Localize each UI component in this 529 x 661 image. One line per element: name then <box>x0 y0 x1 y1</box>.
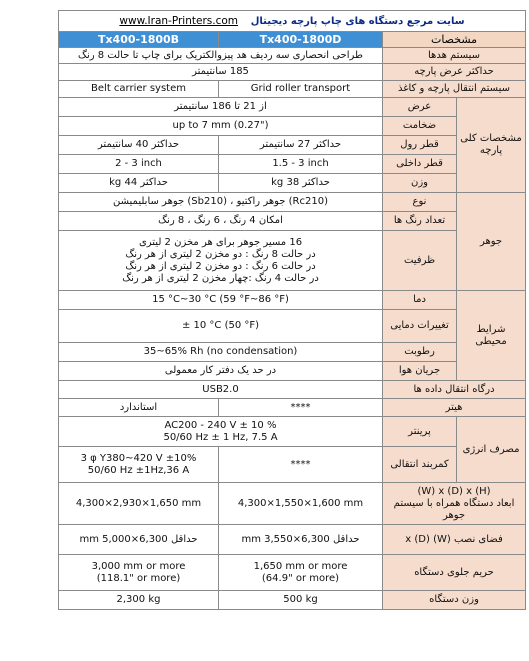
head-system-value: طراحی انحصاری سه ردیف هد پیزوالکتریک برای چاپ تا حالت 8 رنگ <box>59 48 383 64</box>
ink-capacity-line-3: در حالت 6 رنگ : دو مخزن 2 لیتری از هر رنگ <box>125 260 316 272</box>
row-ink-capacity <box>59 231 526 291</box>
fabric-width-value: از 21 تا 186 سانتیمتر <box>59 98 383 117</box>
env-airflow-label: جریان هوا <box>383 362 457 381</box>
ink-capacity-line-2: در حالت 8 رنگ : دو مخزن 2 لیتری از هر رنگ <box>125 248 316 260</box>
inner-dia-a: 1.5 - 3 inch <box>219 155 383 174</box>
heater-b: استاندارد <box>59 399 219 417</box>
dimensions-label-line-1: (W) x (D) x (H) <box>417 485 491 497</box>
inner-dia-b: 2 - 3 inch <box>59 155 219 174</box>
row-fabric-weight <box>59 174 526 193</box>
machine-weight-label: وزن دستگاه <box>383 591 526 610</box>
install-space-a: حداقل 6,300×3,550 mm <box>219 525 383 555</box>
row-data-port <box>59 381 526 399</box>
ink-colors-value: امکان 4 رنگ ، 6 رنگ ، 8 رنگ <box>59 212 383 231</box>
front-clearance-a <box>219 555 383 591</box>
transport-label: سیستم انتقال پارچه و کاغذ <box>383 81 526 98</box>
power-conveyor-b-line-1: 3 φ Y380~420 V ±10% <box>80 452 197 464</box>
dimensions-a: 4,300×1,550×1,600 mm <box>219 483 383 525</box>
row-inner-dia <box>59 155 526 174</box>
row-front-clearance <box>59 555 526 591</box>
site-title: سایت مرجع دستگاه های چاپ پارچه دیجیتال <box>250 15 465 27</box>
ink-capacity-label: ظرفیت <box>383 231 457 291</box>
site-url-link[interactable]: www.Iran-Printers.com <box>119 14 238 27</box>
fabric-group-label: مشخصات کلی پارچه <box>457 98 526 193</box>
power-conveyor-label: کمربند انتقالی <box>383 447 457 483</box>
data-port-value: USB2.0 <box>59 381 383 399</box>
spec-table-wrapper <box>58 10 525 610</box>
row-max-width <box>59 64 526 81</box>
env-humidity-label: رطوبت <box>383 343 457 362</box>
env-temp-value: 15 °C~30 °C (59 °F~86 °F) <box>59 291 383 310</box>
ink-capacity-value <box>59 231 383 291</box>
fabric-thickness-label: ضخامت <box>383 117 457 136</box>
row-ink-colors <box>59 212 526 231</box>
roll-dia-a: حداکثر 27 سانتیمتر <box>219 136 383 155</box>
row-env-airflow <box>59 362 526 381</box>
power-conveyor-b <box>59 447 219 483</box>
row-power-conveyor <box>59 447 526 483</box>
fabric-weight-label: وزن <box>383 174 457 193</box>
power-printer-label: پرینتر <box>383 417 457 447</box>
dimensions-label-line-2: ابعاد دستگاه همراه با سیستم جوهر <box>393 497 515 521</box>
power-group-label: مصرف انرژی <box>457 417 526 483</box>
front-clearance-b <box>59 555 219 591</box>
ink-type-label: نوع <box>383 193 457 212</box>
row-ink-type <box>59 193 526 212</box>
roll-dia-label: قطر رول <box>383 136 457 155</box>
row-head-system <box>59 48 526 64</box>
env-airflow-value: در حد یک دفتر کار معمولی <box>59 362 383 381</box>
transport-a: Grid roller transport <box>219 81 383 98</box>
machine-weight-b: 2,300 kg <box>59 591 219 610</box>
ink-capacity-line-1: 16 مسیر جوهر برای هر مخزن 2 لیتری <box>138 236 303 248</box>
transport-b: Belt carrier system <box>59 81 219 98</box>
row-transport <box>59 81 526 98</box>
dimensions-b: 4,300×2,930×1,650 mm <box>59 483 219 525</box>
machine-weight-a: 500 kg <box>219 591 383 610</box>
front-clearance-label: حریم جلوی دستگاه <box>383 555 526 591</box>
row-env-humidity <box>59 343 526 362</box>
row-env-temp-change <box>59 310 526 343</box>
head-system-label: سیستم هدها <box>383 48 526 64</box>
ink-capacity-line-4: در حالت 4 رنگ :چهار مخزن 2 لیتری از هر رنگ <box>122 272 319 284</box>
row-heater <box>59 399 526 417</box>
title-row <box>59 11 526 32</box>
front-clearance-b-line-2: (118.1" or more) <box>96 572 181 584</box>
col-spec-label: مشخصات <box>383 32 526 48</box>
power-printer-line-2: 50/60 Hz ± 1 Hz, 7.5 A <box>163 431 278 443</box>
roll-dia-b: حداکثر 40 سانتیمتر <box>59 136 219 155</box>
install-space-b: حداقل 6,300×5,000 mm <box>59 525 219 555</box>
env-temp-label: دما <box>383 291 457 310</box>
env-humidity-value: 35~65% Rh (no condensation) <box>59 343 383 362</box>
row-dimensions <box>59 483 526 525</box>
ink-colors-label: تعداد رنگ ها <box>383 212 457 231</box>
row-install-space <box>59 525 526 555</box>
heater-label: هیتر <box>383 399 526 417</box>
inner-dia-label: قطر داخلی <box>383 155 457 174</box>
env-group-label: شرایط محیطی <box>457 291 526 381</box>
row-env-temp <box>59 291 526 310</box>
fabric-width-label: عرض <box>383 98 457 117</box>
row-fabric-thickness <box>59 117 526 136</box>
env-temp-change-label: تغییرات دمایی <box>383 310 457 343</box>
heater-a: **** <box>219 399 383 417</box>
spec-table <box>58 10 526 610</box>
ink-type-value: (Rc210) جوهر راکتیو ، (Sb210) جوهر سابلیمیشن <box>59 193 383 212</box>
env-temp-change-value: ± 10 °C (50 °F) <box>59 310 383 343</box>
power-printer-value <box>59 417 383 447</box>
row-power-printer <box>59 417 526 447</box>
row-roll-dia <box>59 136 526 155</box>
fabric-weight-a: حداکثر 38 kg <box>219 174 383 193</box>
front-clearance-b-line-1: 3,000 mm or more <box>91 560 186 572</box>
row-machine-weight <box>59 591 526 610</box>
header-row <box>59 32 526 48</box>
row-fabric-width <box>59 98 526 117</box>
fabric-weight-b: حداکثر 44 kg <box>59 174 219 193</box>
max-width-label: حداکثر عرض پارچه <box>383 64 526 81</box>
fabric-thickness-value: up to 7 mm (0.27") <box>59 117 383 136</box>
power-conveyor-a: **** <box>219 447 383 483</box>
front-clearance-a-line-1: 1,650 mm or more <box>253 560 348 572</box>
ink-group-label: جوهر <box>457 193 526 291</box>
max-width-value: 185 سانتیمتر <box>59 64 383 81</box>
power-printer-line-1: AC200 - 240 V ± 10 % <box>164 419 277 431</box>
col-model-b: Tx400-1800B <box>59 32 219 48</box>
power-conveyor-b-line-2: 50/60 Hz ±1Hz,36 A <box>87 464 190 476</box>
col-model-a: Tx400-1800D <box>219 32 383 48</box>
install-space-label: فضای نصب (W) x (D) <box>383 525 526 555</box>
dimensions-label <box>383 483 526 525</box>
front-clearance-a-line-2: (64.9" or more) <box>261 572 340 584</box>
data-port-label: درگاه انتقال داده ها <box>383 381 526 399</box>
